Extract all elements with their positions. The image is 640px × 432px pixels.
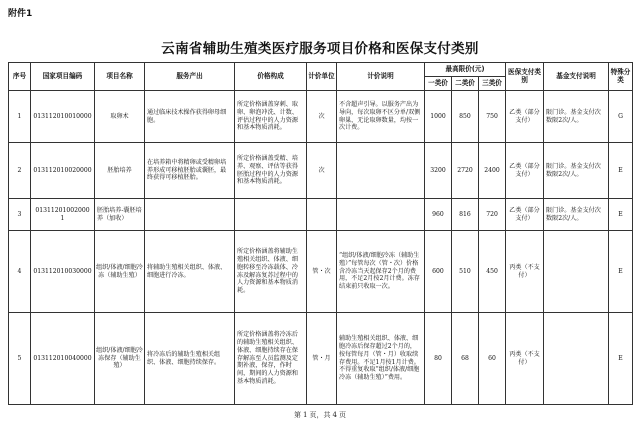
cell-note: 辅助生殖相关组织、体液、细胞冷冻后保存超过2个月的，按每管每月（管・月）收取续存费用。不足1月按1月计费。不得重复收取“组织/体液/细胞冷冻（辅助生殖）”费用。 <box>337 313 425 405</box>
cell-fund-note <box>544 313 609 405</box>
header-name: 项目名称 <box>95 63 145 91</box>
cell-name: 胚胎培养-囊胚培养（加收） <box>95 199 145 231</box>
cell-composition <box>235 199 307 231</box>
header-class3: 三类价 <box>479 77 506 91</box>
cell-category: E <box>609 143 633 199</box>
cell-composition: 所定价格涵盖穿刺、取卵、卵泡冲洗、计数、评估过程中的人力资源和基本物质消耗。 <box>235 91 307 143</box>
cell-content: 通过临床技术操作获得卵母细胞。 <box>145 91 235 143</box>
table-row <box>9 143 633 199</box>
cell-content: 将冷冻后的辅助生殖相关组织、体液、细胞持续保存。 <box>145 313 235 405</box>
table-row <box>9 231 633 313</box>
cell-name: 组织/体液/细胞冷冻（辅助生殖） <box>95 231 145 313</box>
cell-category: G <box>609 91 633 143</box>
cell-code: 013112010040000 <box>31 313 95 405</box>
cell-price-class3: 720 <box>479 199 506 231</box>
cell-price-class1: 3200 <box>425 143 452 199</box>
cell-composition: 所定价格涵盖受精、培养、观察、评估等获得胚胎过程中的人力资源和基本物质消耗。 <box>235 143 307 199</box>
cell-note <box>337 143 425 199</box>
cell-fund-note: 限门诊。基金支付次数限2次/人。 <box>544 143 609 199</box>
footer-total-pages: 4 <box>332 411 337 419</box>
cell-seq: 1 <box>9 91 31 143</box>
table-row <box>9 91 633 143</box>
header-class2: 二类价 <box>452 77 479 91</box>
cell-unit: 管・月 <box>307 313 337 405</box>
cell-price-class1: 80 <box>425 313 452 405</box>
cell-category: E <box>609 231 633 313</box>
header-composition: 价格构成 <box>235 63 307 91</box>
cell-unit: 次 <box>307 91 337 143</box>
header-note: 计价说明 <box>337 63 425 91</box>
cell-content: 将辅助生殖相关组织、体液、细胞进行冷冻。 <box>145 231 235 313</box>
footer-suffix: 页 <box>338 411 346 419</box>
cell-price-class3: 60 <box>479 313 506 405</box>
cell-fund-note: 限门诊。基金支付次数限2次/人。 <box>544 199 609 231</box>
header-content: 服务产出 <box>145 63 235 91</box>
cell-price-class3: 750 <box>479 91 506 143</box>
cell-name: 取卵术 <box>95 91 145 143</box>
cell-name: 组织/体液/细胞冷冻保存（辅助生殖） <box>95 313 145 405</box>
cell-unit: 管・次 <box>307 231 337 313</box>
header-row-1 <box>9 63 633 77</box>
cell-composition: 所定价格涵盖将冷冻后的辅助生殖相关组织、体液、细胞持续存在保存解冻至人员监测及定期补液，保存，作时间，期间的人力资源和基本物质消耗。 <box>235 313 307 405</box>
cell-insurance: 乙类（部分支付） <box>506 143 544 199</box>
cell-fund-note: 限门诊。基金支付次数限2次/人。 <box>544 91 609 143</box>
cell-category: E <box>609 199 633 231</box>
footer-page-prefix: 第 <box>294 411 302 419</box>
cell-category: E <box>609 313 633 405</box>
cell-insurance: 丙类（不支付） <box>506 231 544 313</box>
table-row <box>9 199 633 231</box>
cell-price-class3: 2400 <box>479 143 506 199</box>
page-footer <box>0 410 640 420</box>
cell-code: 013112010010000 <box>31 91 95 143</box>
cell-note: 不含超声引导。以服务产出为导向，每次取卵不区分单/双侧卵巢，无论取卵数量，均按一次计费。 <box>337 91 425 143</box>
cell-seq: 4 <box>9 231 31 313</box>
cell-seq: 5 <box>9 313 31 405</box>
cell-fund-note <box>544 231 609 313</box>
header-unit: 计价单位 <box>307 63 337 91</box>
cell-content <box>145 199 235 231</box>
cell-code: 01311201002000 1 <box>31 199 95 231</box>
cell-price-class3: 450 <box>479 231 506 313</box>
cell-price-class2: 816 <box>452 199 479 231</box>
table-row <box>9 313 633 405</box>
document-title: 云南省辅助生殖类医疗服务项目价格和医保支付类别 <box>161 41 479 57</box>
cell-code: 013112010030000 <box>31 231 95 313</box>
cell-price-class2: 850 <box>452 91 479 143</box>
footer-page-number: 1 <box>303 411 308 419</box>
cell-price-class1: 600 <box>425 231 452 313</box>
cell-insurance: 乙类（部分支付） <box>506 91 544 143</box>
cell-note: “组织/体液/细胞冷冻（辅助生殖）”每管每次（管・次）价格含冷冻当天起保存2个月的费用，不足2月按2月计费。冻存结束前只收取一次。 <box>337 231 425 313</box>
cell-price-class2: 510 <box>452 231 479 313</box>
cell-seq: 2 <box>9 143 31 199</box>
header-class1: 一类价 <box>425 77 452 91</box>
cell-price-class2: 68 <box>452 313 479 405</box>
cell-name: 胚胎培养 <box>95 143 145 199</box>
attachment-label: 附件1 <box>8 9 33 19</box>
cell-price-class1: 1000 <box>425 91 452 143</box>
cell-unit: 次 <box>307 143 337 199</box>
header-insurance: 医保支付类别 <box>506 63 544 91</box>
cell-price-class1: 960 <box>425 199 452 231</box>
header-max-price: 最高限价(元) <box>425 63 506 77</box>
cell-insurance: 乙类（部分支付） <box>506 199 544 231</box>
price-table <box>8 62 633 405</box>
cell-code: 013112010020000 <box>31 143 95 199</box>
footer-mid: 页，共 <box>309 411 331 419</box>
header-category: 特殊分类 <box>609 63 633 91</box>
cell-unit <box>307 199 337 231</box>
header-seq: 序号 <box>9 63 31 91</box>
cell-content: 在培养箱中将精卵或受精卵培养形成可移植胚胎或囊胚，最终获得可移植胚胎。 <box>145 143 235 199</box>
cell-seq: 3 <box>9 199 31 231</box>
header-national-code: 国家项目编码 <box>31 63 95 91</box>
cell-price-class2: 2720 <box>452 143 479 199</box>
cell-note <box>337 199 425 231</box>
cell-insurance: 丙类（不支付） <box>506 313 544 405</box>
header-fund-note: 基金支付说明 <box>544 63 609 91</box>
cell-composition: 所定价格涵盖将辅助生殖相关组织、体液、细胞转移至冷冻载体、冷冻及解冻复苏过程中的人力资源和基本物质消耗。 <box>235 231 307 313</box>
